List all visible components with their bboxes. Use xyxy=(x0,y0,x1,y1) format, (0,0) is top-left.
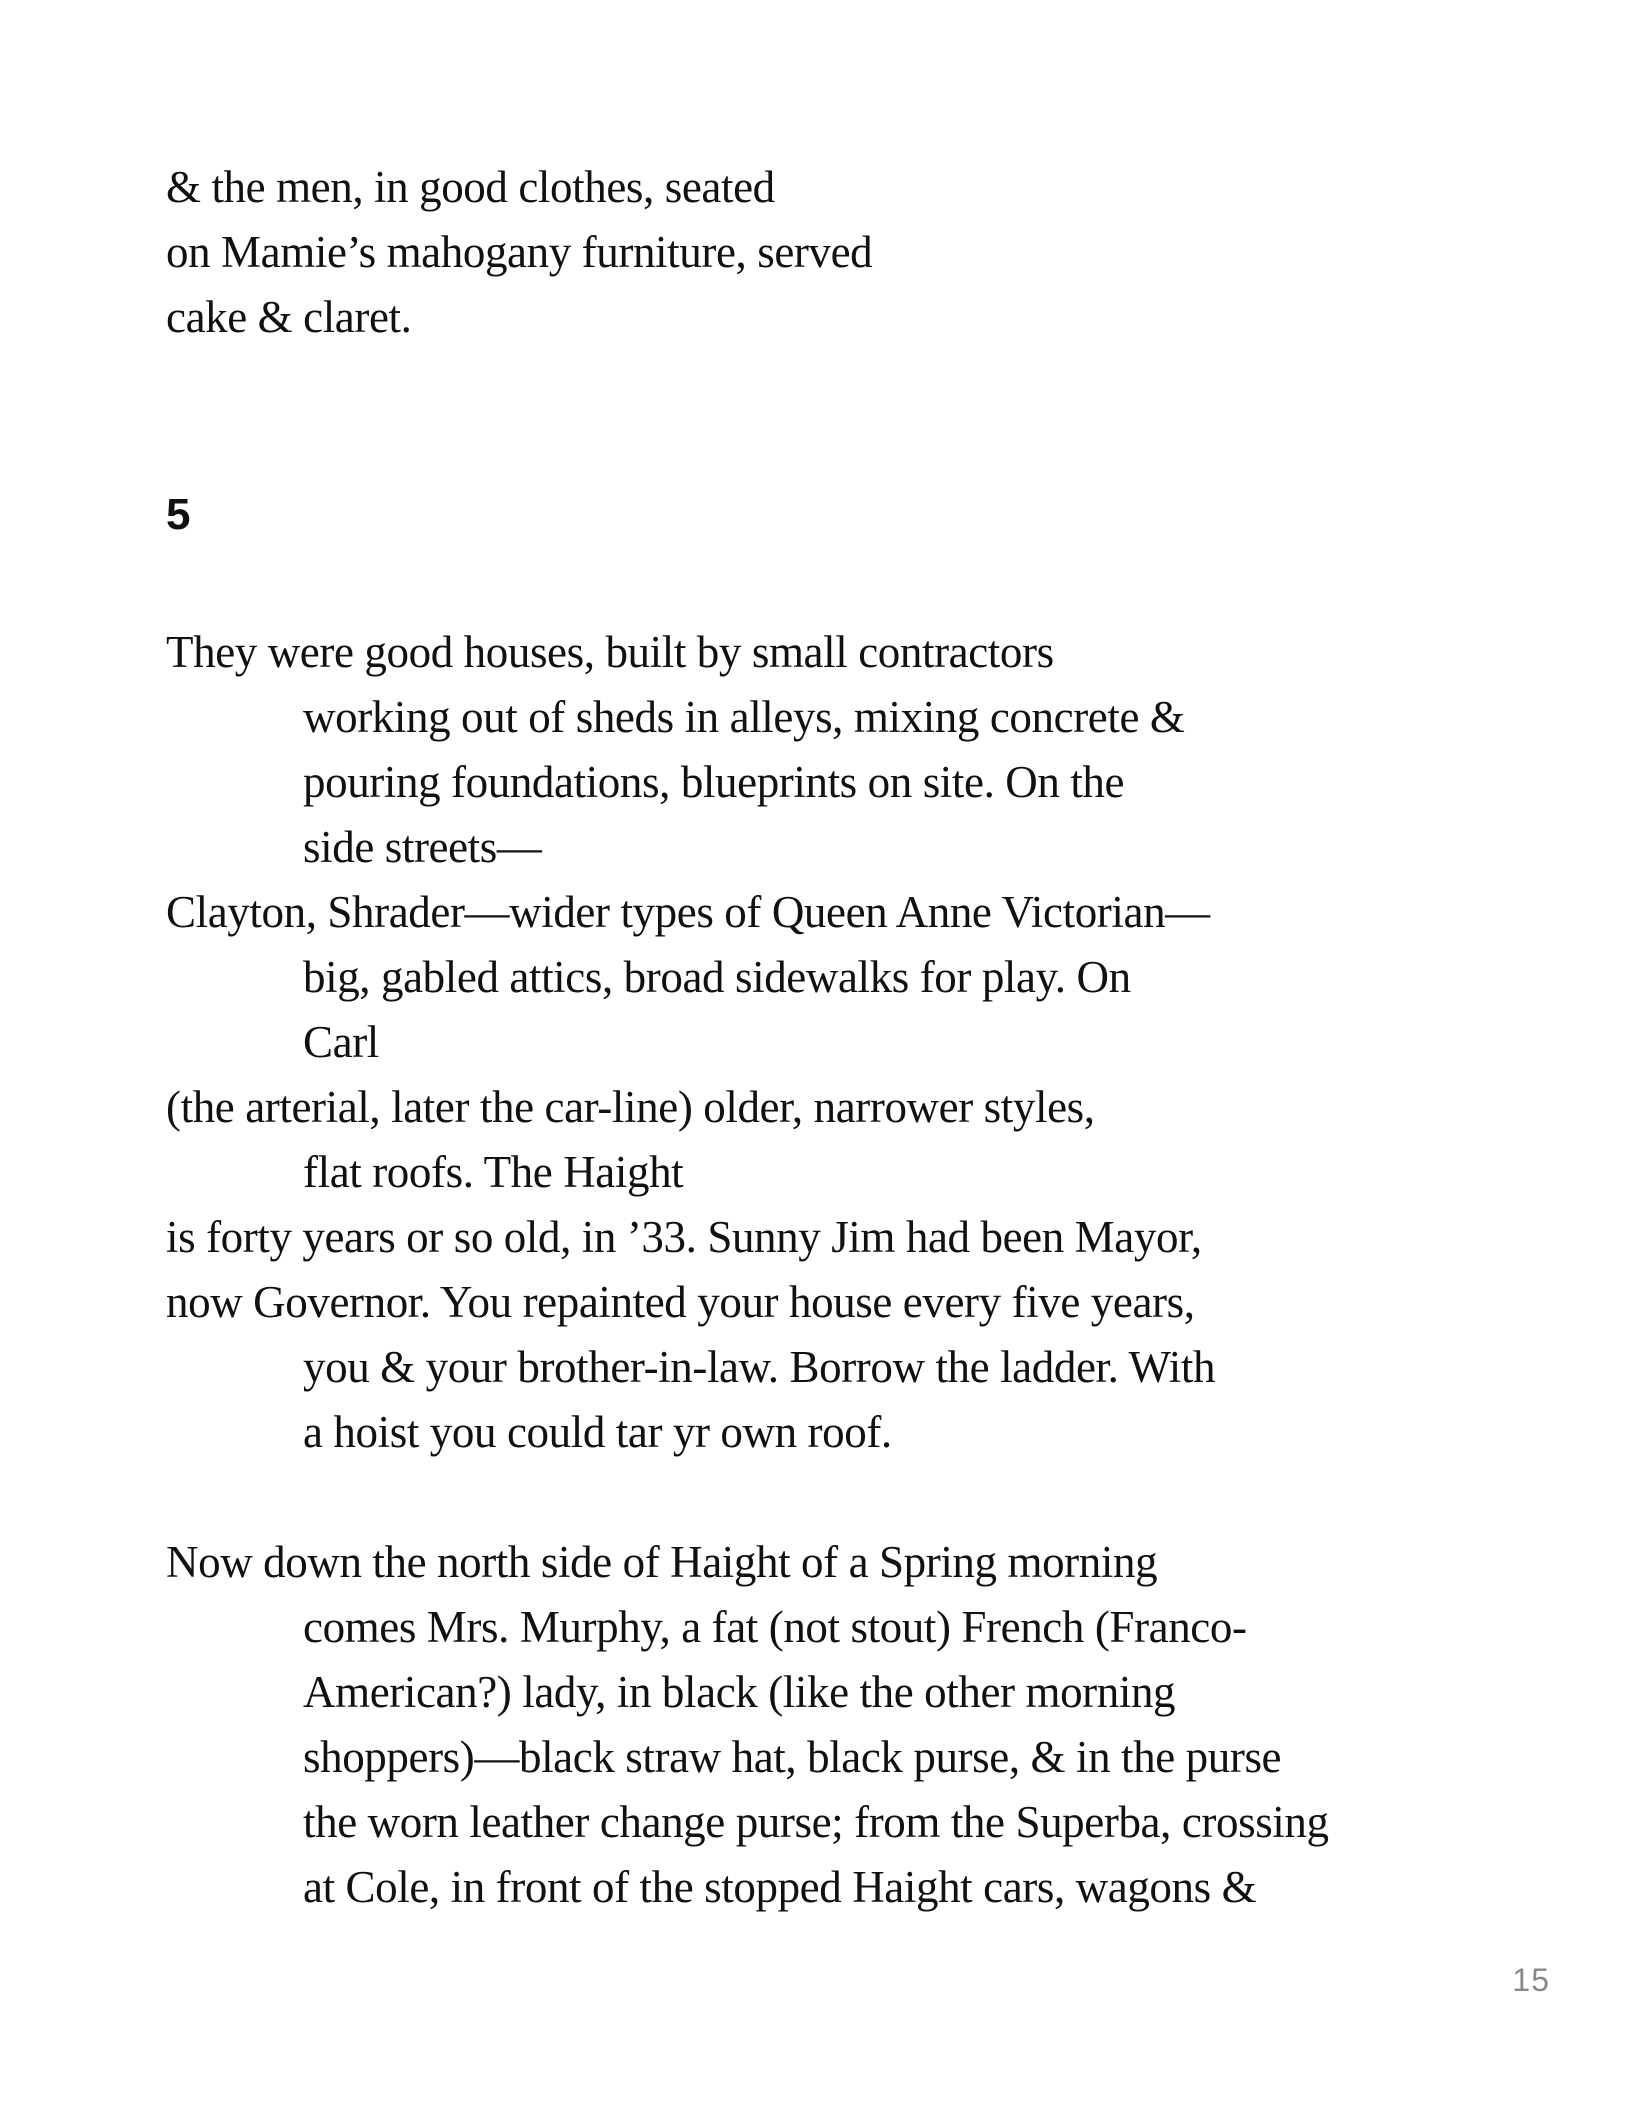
poem-line: shoppers)—black straw hat, black purse, & in the purse xyxy=(303,1732,1282,1782)
poem-line: now Governor. You repainted your house every five years, xyxy=(166,1277,1195,1327)
stanza-3 xyxy=(166,1530,1329,1920)
page-number: 15 xyxy=(1512,1962,1550,1998)
poem-line: Carl xyxy=(303,1017,379,1067)
poem-line: & the men, in good clothes, seated xyxy=(166,162,775,212)
poem-line: working out of sheds in alleys, mixing concrete & xyxy=(303,692,1185,742)
poem-line: is forty years or so old, in ’33. Sunny Jim had been Mayor, xyxy=(166,1212,1202,1262)
stanza-2 xyxy=(166,620,1215,1465)
poem-line: a hoist you could tar yr own roof. xyxy=(303,1407,892,1457)
poem-line: pouring foundations, blueprints on site. On the xyxy=(303,757,1125,807)
poem-line: Now down the north side of Haight of a Spring morning xyxy=(166,1537,1158,1587)
poem-line: side streets— xyxy=(303,822,542,872)
poem-line: They were good houses, built by small contractors xyxy=(166,627,1054,677)
poem-line: on Mamie’s mahogany furniture, served xyxy=(166,227,873,277)
poem-line: the worn leather change purse; from the Superba, crossing xyxy=(303,1797,1329,1847)
poem-line: Clayton, Shrader—wider types of Queen Anne Victorian— xyxy=(166,887,1210,937)
poem-line: (the arterial, later the car-line) older, narrower styles, xyxy=(166,1082,1095,1132)
stanza-1 xyxy=(166,155,872,350)
poem-line: flat roofs. The Haight xyxy=(303,1147,684,1197)
poem-line: you & your brother-in-law. Borrow the ladder. With xyxy=(303,1342,1216,1392)
poem-line: big, gabled attics, broad sidewalks for play. On xyxy=(303,952,1131,1002)
poem-line: at Cole, in front of the stopped Haight cars, wagons & xyxy=(303,1862,1257,1912)
poem-line: cake & claret. xyxy=(166,292,412,342)
poem-line: comes Mrs. Murphy, a fat (not stout) French (Franco- xyxy=(303,1602,1247,1652)
section-number: 5 xyxy=(166,490,191,539)
poem-line: American?) lady, in black (like the other morning xyxy=(303,1667,1176,1717)
